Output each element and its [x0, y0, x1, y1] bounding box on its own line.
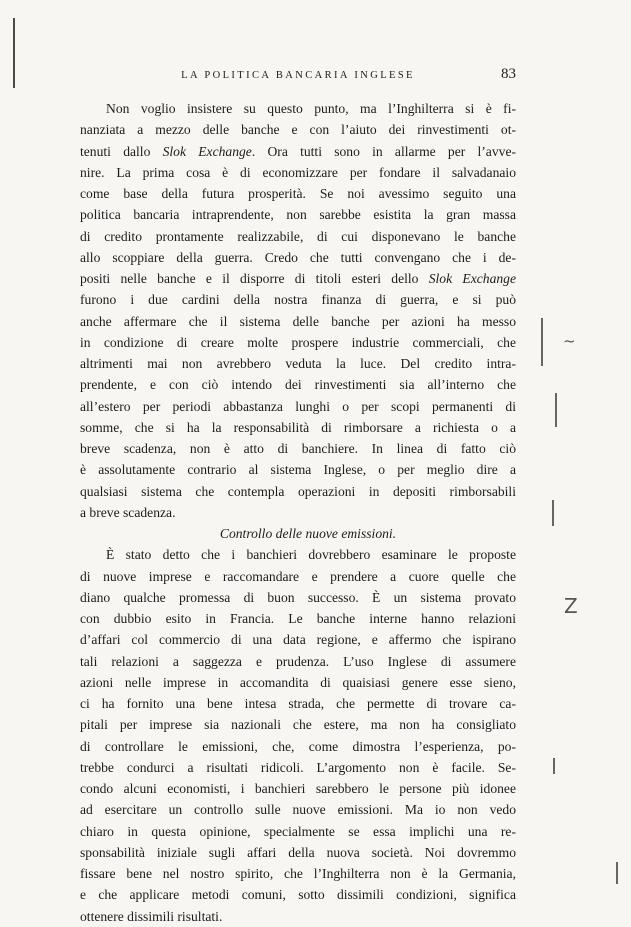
text-line: azioni nelle imprese in accomandita di quaisiasi genere esse sieno,	[80, 674, 516, 690]
margin-rule	[13, 18, 15, 88]
margin-bar-mark	[555, 393, 557, 427]
text-line: ci ha fornito una bene intesa strada, che permette di trovare ca-	[80, 696, 516, 711]
section-heading: Controllo delle nuove emissioni.	[219, 526, 397, 541]
text-line: come base della futura prosperità. Se noi avessimo seguito una	[80, 186, 516, 201]
text-line: e che applicare metodi comuni, sotto dissimili condizioni, significa	[80, 887, 516, 903]
text-line: è assolutamente contrario al sistema Inglese, o per meglio dire a	[80, 462, 516, 478]
margin-bar-mark	[541, 318, 543, 366]
text-line: trebbe condurci a risultati ridicoli. L’argomento non è facile. Se-	[80, 759, 516, 775]
text-line: ad esercitare un controllo sulle nuove emissioni. Ma io non vedo	[80, 802, 516, 818]
paragraph-1	[80, 98, 516, 523]
text-line: di credito prontamente realizzabile, di cui disponevano le banche	[80, 228, 516, 244]
text-line: con dubbio esito in Francia. Le banche interne hanno relazioni	[80, 611, 516, 626]
text-line: anche affermare che il sistema delle banche per azioni ha messo	[80, 313, 516, 329]
text-line: ottenere dissimili risultati.	[80, 908, 223, 924]
text-line: furono i due cardini della nostra finanza di guerra, e si può	[80, 292, 516, 308]
text-line: d’affari col commercio di una data regione, e affermo che ispirano	[80, 632, 516, 648]
text-line: allo scoppiare della guerra. Credo che tutti convengano che i de-	[80, 249, 516, 265]
text-line: chiaro in questa opinione, specialmente se essa implichi una re-	[80, 823, 516, 839]
margin-mark-tilde: ~	[563, 332, 576, 350]
margin-bar-mark	[616, 862, 618, 884]
text-line: tenuti dallo Slok Exchange. Ora tutti sono in allarme per l’avve-	[80, 143, 516, 159]
text-line: pitali per imprese sia nazionali che estere, ma non ha consigliato	[80, 717, 516, 733]
text-line: positi nelle banche e il disporre di titoli esteri dello Slok Exchange	[80, 271, 516, 286]
text-line: tali relazioni a saggezza e prudenza. L’uso Inglese di assumere	[80, 653, 516, 669]
text-line: breve scadenza, non è atto di banchiere. In linea di fatto ciò	[80, 441, 516, 456]
text-line: diano qualche promessa di buon successo. È un sistema provato	[80, 589, 516, 605]
text-line: a breve scadenza.	[80, 504, 176, 520]
margin-mark-z: Z	[564, 594, 578, 618]
body-text	[80, 98, 516, 927]
text-line: Non voglio insistere su questo punto, ma l’Inghilterra si è fi-	[106, 101, 516, 116]
text-line: all’estero per periodi abbastanza lunghi o per scopi permanenti di	[80, 398, 516, 414]
margin-bar-mark	[552, 500, 554, 526]
text-line: di controllare le emissioni, che, come dimostra l’esperienza, po-	[80, 738, 516, 754]
text-line: in condizione di creare molte prospere industrie commerciali, che	[80, 334, 516, 350]
text-line: somme, che si ha la responsabilità di rimborsare a richiesta o a	[80, 419, 516, 435]
running-title: LA POLITICA BANCARIA INGLESE	[181, 70, 415, 81]
text-line: condo alcuni economisti, i banchieri sarebbero le persone più idonee	[80, 781, 516, 796]
text-line: sponsabilità iniziale sugli affari della nuova società. Noi dovremmo	[80, 844, 516, 860]
text-line: di nuove imprese e raccomandare e prendere a cuore quelle che	[80, 568, 516, 584]
text-line: fissare bene nel nostro spirito, che l’Inghilterra non è la Germania,	[80, 866, 516, 881]
paragraph-2	[80, 544, 516, 927]
text-line: politica bancaria intraprendente, non sarebbe esistita la gran massa	[80, 207, 516, 223]
text-line: qualsiasi sistema che contempla operazioni in depositi rimborsabili	[80, 483, 516, 499]
text-line: prendente, e con ciò intendo dei rinvestimenti sia all’interno che	[80, 377, 516, 393]
text-line: nanziata a mezzo delle banche e con l’aiuto dei rinvestimenti ot-	[80, 122, 516, 138]
text-line: È stato detto che i banchieri dovrebbero esaminare le proposte	[106, 547, 516, 563]
page-header	[80, 68, 516, 86]
page-number: 83	[501, 66, 516, 82]
text-line: altrimenti mai non avrebbero veduta la luce. Del credito intra-	[80, 356, 516, 371]
margin-bar-mark	[553, 758, 555, 774]
text-line: nire. La prima cosa è di economizzare per fondare il salvadanaio	[80, 164, 516, 180]
